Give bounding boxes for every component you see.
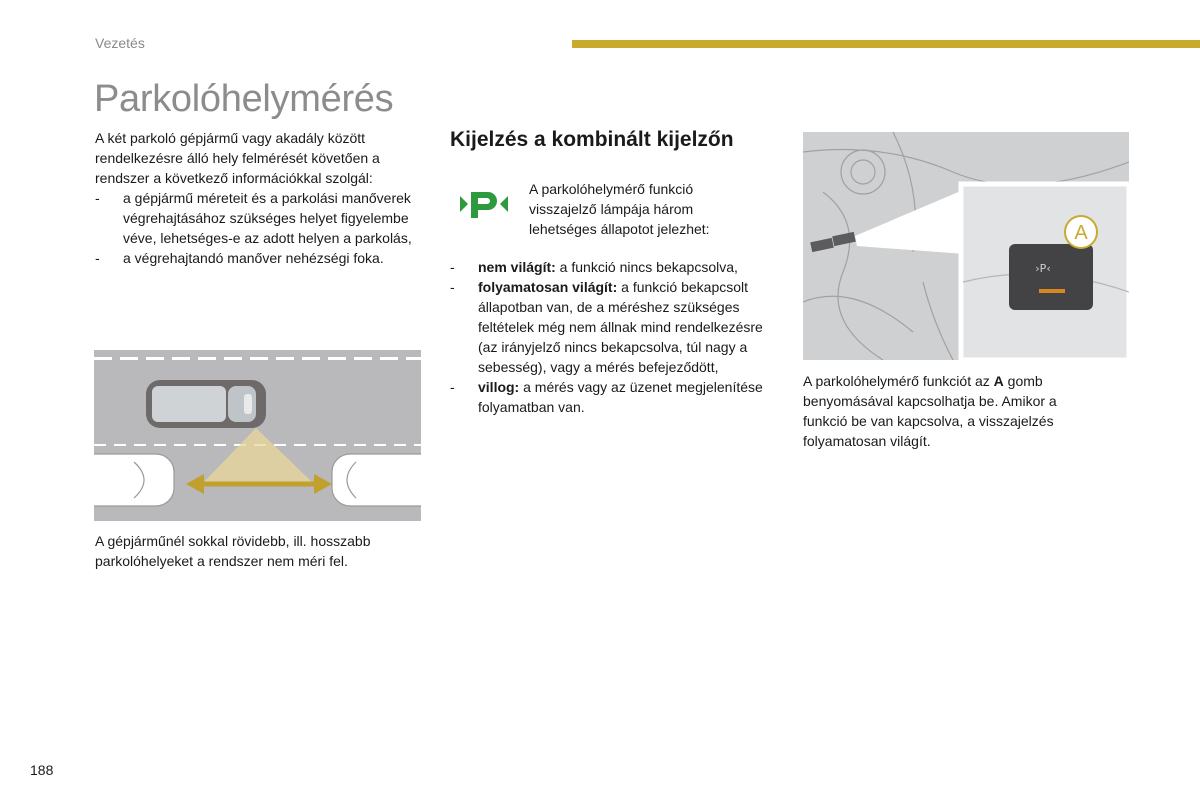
bullet-text: a gépjármű méreteit és a parkolási manőverek végrehajtásához szükséges helyet figyelembe véve, lehetséges-e az adott helyen a parkolás, [123, 190, 412, 246]
indicator-states-list [450, 257, 780, 417]
state-text: a mérés vagy az üzenet megjelenítése folyamatban van. [478, 379, 763, 415]
bullet-item [95, 248, 420, 268]
state-text: a funkció bekapcsolt állapotban van, de a méréshez szükséges feltételek még nem állnak mind rendelkezésre (az irányjelző nincs bekapcsolva, túl nagy a sebesség), vagy a mérés befejeződött, [478, 279, 763, 375]
section-label: Vezetés [95, 35, 145, 51]
parking-sensor-indicator-icon [458, 184, 510, 224]
caption-text: A parkolóhelymérő funkciót az [803, 373, 994, 389]
button-caption [803, 371, 1103, 451]
list-item [450, 277, 780, 377]
list-item [450, 377, 780, 417]
intro-column [95, 128, 420, 268]
moving-car [146, 380, 266, 428]
parking-space-illustration [94, 350, 421, 521]
bullet-dash: - [450, 379, 455, 395]
bullet-text: a végrehajtandó manőver nehézségi foka. [123, 250, 384, 266]
svg-text:›P‹: ›P‹ [1035, 262, 1051, 275]
figure-caption: A gépjárműnél sokkal rövidebb, ill. hosszabb parkolóhelyeket a rendszer nem méri fel. [95, 533, 371, 569]
bullet-dash: - [95, 190, 100, 206]
bullet-dash: - [95, 250, 100, 266]
section-heading: Kijelzés a kombinált kijelzőn [450, 128, 734, 151]
list-item [450, 257, 780, 277]
page-title: Parkolóhelymérés [94, 78, 394, 120]
state-label: villog: [478, 379, 520, 395]
callout-label: A [1074, 222, 1088, 244]
bullet-item [95, 188, 420, 248]
state-text: a funkció nincs bekapcsolva, [555, 259, 738, 275]
state-label: folyamatosan világít: [478, 279, 618, 295]
bullet-dash: - [450, 279, 455, 295]
page-number: 188 [30, 762, 54, 778]
caption-text: gomb benyomásával kapcsolhatja be. Amikor a funkció be van kapcsolva, a visszajelzés folyamatosan világít. [803, 373, 1057, 449]
dashboard-button-illustration [803, 132, 1129, 360]
state-label: nem világít: [478, 259, 556, 275]
bullet-dash: - [450, 259, 455, 275]
intro-paragraph: A két parkoló gépjármű vagy akadály között rendelkezésre álló hely felmérését követően a rendszer a következő információkkal szolgál: [95, 130, 380, 186]
caption-bold: A [993, 373, 1004, 389]
indicator-intro: A parkolóhelymérő funkció visszajelző lámpája három lehetséges állapotot jelezhet: [529, 181, 710, 237]
header-accent-bar [572, 40, 1200, 48]
